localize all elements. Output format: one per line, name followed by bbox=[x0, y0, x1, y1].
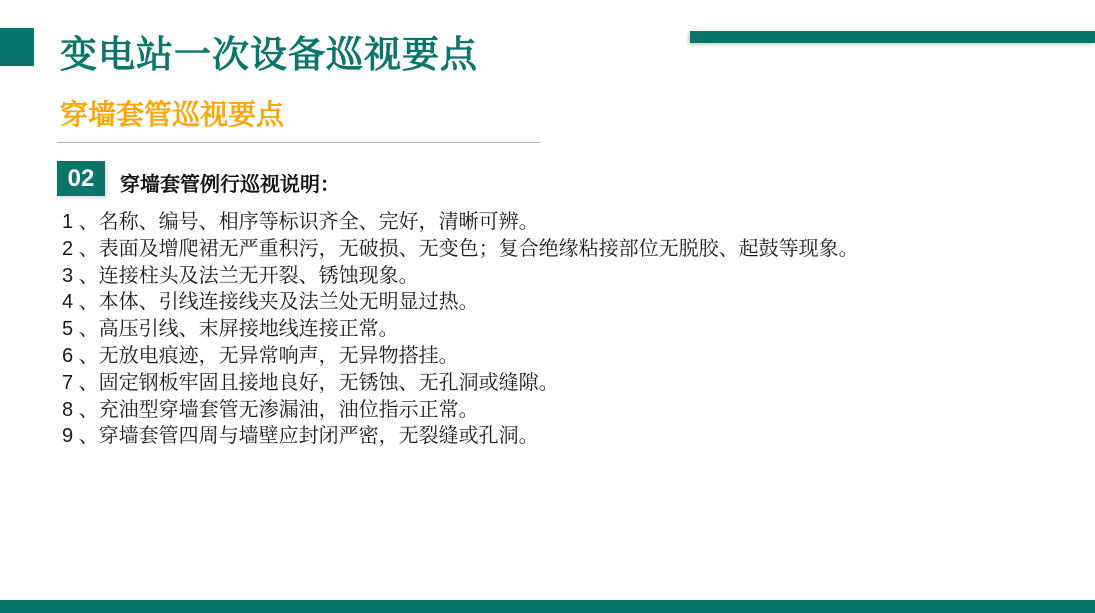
top-accent-bar bbox=[690, 31, 1095, 43]
bottom-accent-bar bbox=[0, 600, 1095, 613]
list-item: 2 、表面及增爬裙无严重积污，无破损、无变色；复合绝缘粘接部位无脱胶、起鼓等现象。 bbox=[62, 237, 859, 260]
section-heading: 穿墙套管例行巡视说明： bbox=[120, 174, 340, 196]
list-item: 8 、充油型穿墙套管无渗漏油，油位指示正常。 bbox=[62, 398, 479, 421]
list-item: 1 、名称、编号、相序等标识齐全、完好，清晰可辨。 bbox=[62, 211, 539, 233]
list-item: 7 、固定钢板牢固且接地良好，无锈蚀、无孔洞或缝隙。 bbox=[62, 371, 559, 394]
list-item: 5 、高压引线、末屏接地线连接正常。 bbox=[62, 318, 399, 341]
list-item: 3 、连接柱头及法兰无开裂、锈蚀现象。 bbox=[62, 264, 419, 287]
list-item: 6 、无放电痕迹，无异常响声，无异物搭挂。 bbox=[62, 344, 459, 367]
section-subtitle: 穿墙套管巡视要点 bbox=[60, 99, 285, 130]
list-item: 4 、本体、引线连接线夹及法兰处无明显过热。 bbox=[62, 291, 479, 314]
separator-divider bbox=[57, 142, 540, 143]
corner-accent-square bbox=[0, 28, 34, 66]
page-title: 变电站一次设备巡视要点 bbox=[60, 34, 478, 75]
inspection-list bbox=[62, 209, 1075, 450]
list-item: 9 、穿墙套管四周与墙壁应封闭严密，无裂缝或孔洞。 bbox=[62, 425, 539, 448]
section-number-badge: 02 bbox=[57, 161, 105, 196]
